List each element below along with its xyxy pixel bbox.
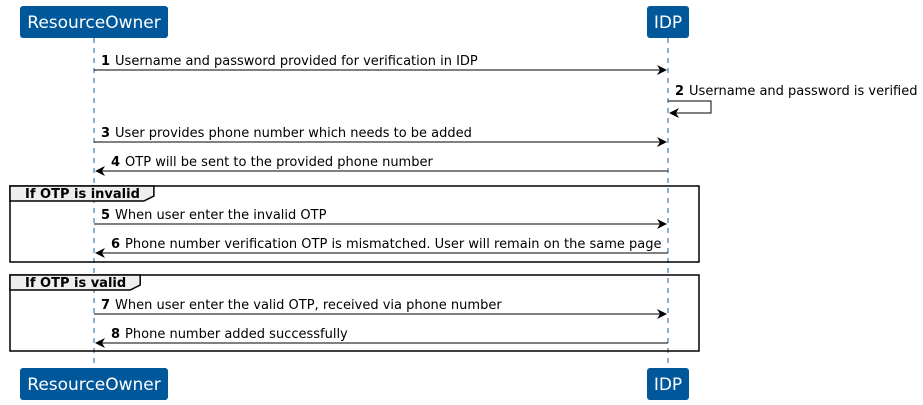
message-1 (94, 54, 666, 70)
participant-idp-top (647, 6, 689, 38)
message-label (101, 54, 478, 69)
message-text: User provides phone number which needs to be added (115, 126, 472, 141)
message-text: Username and password is verified (689, 84, 918, 99)
message-3 (94, 126, 666, 142)
message-text: Phone number verification OTP is mismatched. User will remain on the same page (125, 237, 662, 252)
message-text: OTP will be sent to the provided phone number (125, 155, 433, 170)
message-text: When user enter the valid OTP, received via phone number (115, 298, 502, 313)
message-number: 4 (111, 155, 121, 170)
message-text: Username and password provided for verification in IDP (115, 54, 478, 69)
message-number: 2 (675, 84, 685, 99)
message-label (111, 237, 661, 252)
participant-label: IDP (653, 13, 683, 33)
message-number: 5 (101, 208, 111, 223)
message-8 (96, 327, 668, 343)
message-arrow (668, 101, 711, 113)
message-number: 1 (101, 54, 111, 69)
message-number: 8 (111, 327, 121, 342)
message-number: 3 (101, 126, 111, 141)
frame-title: If OTP is invalid (25, 187, 140, 202)
message-text: When user enter the invalid OTP (115, 208, 327, 223)
message-label (101, 298, 502, 313)
message-number: 7 (101, 298, 111, 313)
message-2 (668, 84, 918, 113)
frame-title: If OTP is valid (25, 276, 127, 291)
message-text: Phone number added successfully (125, 327, 348, 342)
participant-label: IDP (653, 375, 683, 395)
message-6 (96, 237, 668, 253)
message-5 (94, 208, 666, 224)
participant-idp-bottom (647, 368, 689, 400)
message-7 (94, 298, 666, 314)
message-number: 6 (111, 237, 121, 252)
message-4 (96, 155, 668, 171)
participant-label: ResourceOwner (27, 13, 161, 33)
message-label (111, 155, 433, 170)
message-label (101, 126, 472, 141)
participant-label: ResourceOwner (27, 375, 161, 395)
message-label (101, 208, 327, 223)
participant-resource-owner-top (20, 6, 168, 38)
message-label (675, 84, 918, 99)
message-label (111, 327, 348, 342)
participant-resource-owner-bottom (20, 368, 168, 400)
